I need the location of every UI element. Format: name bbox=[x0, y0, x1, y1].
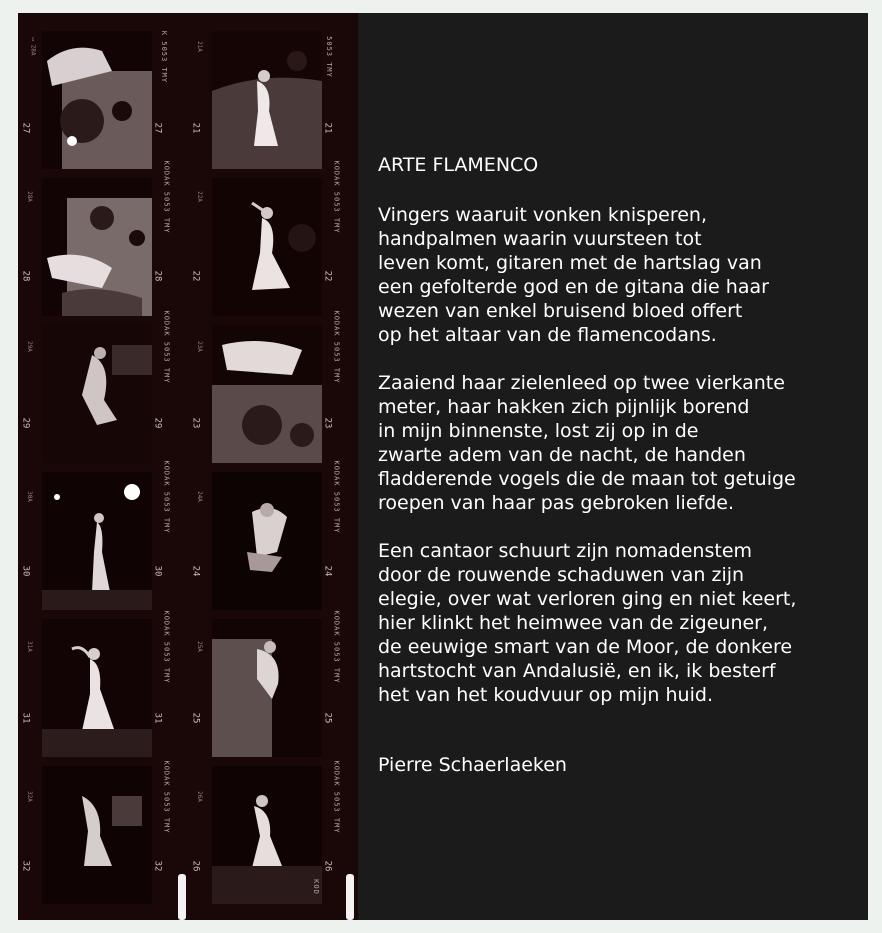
dancer-photo bbox=[212, 472, 322, 610]
dancer-photo bbox=[42, 178, 152, 316]
frame-mark: 23A bbox=[195, 341, 203, 352]
film-top-label: 5053 TMY bbox=[324, 36, 333, 78]
contact-sheet-filmstrips bbox=[18, 13, 358, 920]
frame-number: 24 bbox=[322, 565, 333, 577]
frame-number: 24 bbox=[190, 565, 201, 577]
photo-frame bbox=[212, 178, 322, 316]
poem-line: een gefolterde god en de gitana die haar bbox=[378, 276, 769, 298]
poem-text bbox=[378, 153, 858, 777]
frame-number: 29 bbox=[152, 417, 163, 429]
dancer-photo bbox=[42, 472, 152, 610]
poem-line: het van het koudvuur op mijn huid. bbox=[378, 684, 713, 706]
frame-number: 32 bbox=[20, 860, 31, 872]
frame-mark: 29A bbox=[25, 341, 33, 352]
kodak-stock-label: KODAK 5053 TMY bbox=[332, 460, 341, 534]
frame-number: 27 bbox=[20, 122, 31, 134]
dancer-photo bbox=[42, 31, 152, 169]
frame-mark: 22A bbox=[195, 191, 203, 202]
frame-number: 26 bbox=[190, 860, 201, 872]
poem-line: door de rouwende schaduwen van zijn bbox=[378, 564, 745, 586]
frame-mark: 24A bbox=[195, 491, 203, 502]
poem-line: hartstocht van Andalusië, en ik, ik besterf bbox=[378, 660, 776, 682]
photo-frame bbox=[42, 766, 152, 904]
poem-line: wezen van enkel bruisend bloed offert bbox=[378, 300, 743, 322]
photo-frame bbox=[42, 325, 152, 463]
frame-mark: ▭ 28A bbox=[29, 37, 37, 56]
frame-number: 23 bbox=[190, 417, 201, 429]
kodak-stock-label: KODAK 5053 TMY bbox=[332, 160, 341, 234]
frame-number: 28 bbox=[20, 270, 31, 282]
frame-number: 30 bbox=[152, 565, 163, 577]
frame-number: 28 bbox=[152, 270, 163, 282]
poem-title: ARTE FLAMENCO bbox=[378, 154, 539, 176]
poem-stanza bbox=[378, 539, 858, 707]
frame-mark: 21A bbox=[195, 41, 203, 52]
poem-line: Zaaiend haar zielenleed op twee vierkante bbox=[378, 372, 785, 394]
poem-line: zwarte adem van de nacht, de handen bbox=[378, 444, 746, 466]
poem-line: Een cantaor schuurt zijn nomadenstem bbox=[378, 540, 753, 562]
poem-author: Pierre Schaerlaeken bbox=[378, 754, 567, 776]
poem-line: leven komt, gitaren met de hartslag van bbox=[378, 252, 762, 274]
dancer-photo bbox=[42, 619, 152, 757]
kodak-stock-label: KODAK 5053 TMY bbox=[162, 310, 171, 384]
photo-frame bbox=[212, 472, 322, 610]
photo-frame bbox=[212, 766, 322, 904]
photo-frame bbox=[212, 325, 322, 463]
frame-number: 21 bbox=[322, 122, 333, 134]
poem-stanza bbox=[378, 371, 858, 515]
kodak-stock-label: KODAK 5053 TMY bbox=[332, 310, 341, 384]
kodak-stock-label: KODAK 5053 TMY bbox=[162, 160, 171, 234]
dancer-photo bbox=[212, 619, 322, 757]
frame-number: 27 bbox=[152, 122, 163, 134]
filmstrip-left bbox=[18, 13, 188, 920]
dancer-photo bbox=[42, 766, 152, 904]
poem-line: hier klinkt het heimwee van de zigeuner, bbox=[378, 612, 769, 634]
dancer-photo bbox=[212, 325, 322, 463]
photo-frame bbox=[42, 472, 152, 610]
poem-line: fladderende vogels die de maan tot getuige bbox=[378, 468, 796, 490]
poem-line: meter, haar hakken zich pijnlijk borend bbox=[378, 396, 750, 418]
frame-number: 23 bbox=[322, 417, 333, 429]
frame-number: 32 bbox=[152, 860, 163, 872]
frame-number: 29 bbox=[20, 417, 31, 429]
poem-line: Vingers waaruit vonken knisperen, bbox=[378, 204, 707, 226]
photo-frame bbox=[212, 619, 322, 757]
poem-line: handpalmen waarin vuursteen tot bbox=[378, 228, 702, 250]
kodak-stock-label: KODAK 5053 TMY bbox=[162, 760, 171, 834]
frame-mark: 26A bbox=[195, 791, 203, 802]
poem-card bbox=[18, 13, 868, 920]
dancer-photo bbox=[212, 31, 322, 169]
frame-number: 21 bbox=[190, 122, 201, 134]
frame-mark: 30A bbox=[25, 491, 33, 502]
kodak-stock-label: KODAK 5053 TMY bbox=[332, 610, 341, 684]
kodak-stock-label: KODAK 5053 TMY bbox=[162, 460, 171, 534]
dancer-photo bbox=[212, 178, 322, 316]
frame-mark: 25A bbox=[195, 641, 203, 652]
film-top-label: K 5053 TMY bbox=[160, 30, 169, 84]
poem-line: in mijn binnenste, lost zij op in de bbox=[378, 420, 699, 442]
poem-stanza bbox=[378, 203, 858, 347]
frame-number: 26 bbox=[322, 860, 333, 872]
photo-frame bbox=[42, 31, 152, 169]
frame-number: 25 bbox=[190, 712, 201, 724]
film-perforation bbox=[346, 874, 354, 920]
filmstrip-right bbox=[188, 13, 358, 920]
kodak-stock-label: KODAK 5053 TMY bbox=[162, 610, 171, 684]
frame-mark: 32A bbox=[25, 791, 33, 802]
frame-mark: 31A bbox=[25, 641, 33, 652]
dancer-photo bbox=[212, 766, 322, 904]
poem-line: op het altaar van de flamencodans. bbox=[378, 324, 717, 346]
photo-frame bbox=[42, 178, 152, 316]
frame-number: 31 bbox=[20, 712, 31, 724]
frame-mark: 28A bbox=[25, 191, 33, 202]
kodak-stock-label: KODAK 5053 TMY bbox=[332, 760, 341, 834]
photo-frame bbox=[42, 619, 152, 757]
poem-line: roepen van haar pas gebroken liefde. bbox=[378, 492, 734, 514]
frame-number: 22 bbox=[322, 270, 333, 282]
frame-number: 31 bbox=[152, 712, 163, 724]
frame-number: 25 bbox=[322, 712, 333, 724]
film-bottom-label: KOD bbox=[311, 879, 320, 895]
dancer-photo bbox=[42, 325, 152, 463]
poem-line: de eeuwige smart van de Moor, de donkere bbox=[378, 636, 793, 658]
frame-number: 22 bbox=[190, 270, 201, 282]
film-perforation bbox=[178, 874, 186, 920]
photo-frame bbox=[212, 31, 322, 169]
frame-number: 30 bbox=[20, 565, 31, 577]
poem-line: elegie, over wat verloren ging en niet keert, bbox=[378, 588, 797, 610]
